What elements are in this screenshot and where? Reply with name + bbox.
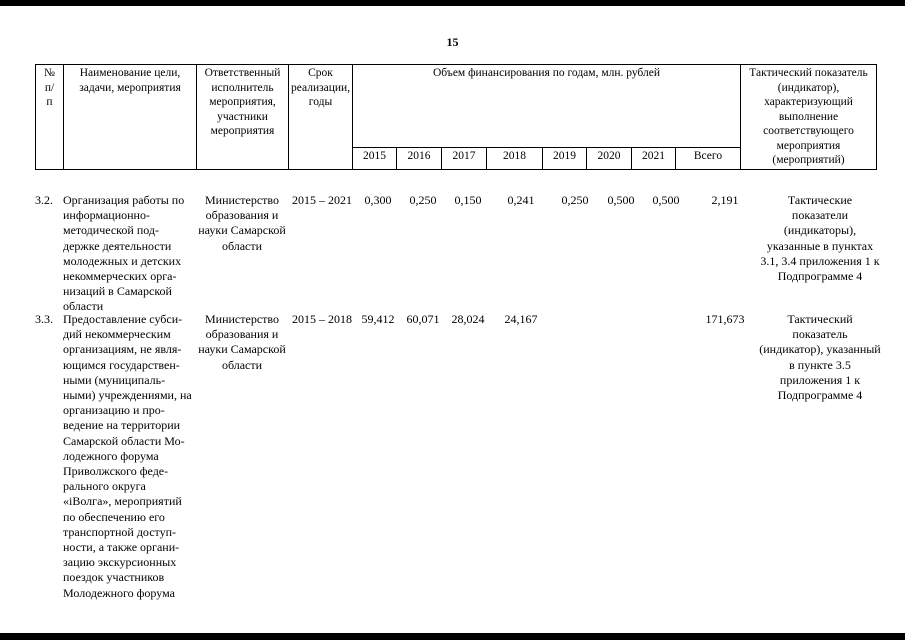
header-total: Всего [676, 148, 741, 169]
page-top-border [0, 0, 905, 6]
table-header [35, 64, 877, 170]
header-year: 2017 [442, 148, 487, 169]
row-term: 2015 – 2021 [292, 193, 352, 207]
row-responsible: Министерство образования и науки Самарской области [198, 193, 286, 253]
row-term: 2015 – 2018 [292, 312, 352, 326]
row-number: 3.3. [35, 312, 53, 326]
row-value-2021: 0,500 [652, 193, 680, 207]
row-value-2020: 0,500 [607, 193, 635, 207]
row-value-2017: 28,024 [451, 312, 485, 326]
row-value-2018: 0,241 [507, 193, 535, 207]
header-year: 2021 [632, 148, 676, 169]
row-value-2015: 59,412 [361, 312, 395, 326]
header-year: 2020 [587, 148, 632, 169]
row-value-2015: 0,300 [364, 193, 392, 207]
header-year: 2015 [353, 148, 397, 169]
row-name: Организация работы по информационно-методической под-держке деятельности молодежных и детских некоммерческих орга-низаций в Самарской области [63, 193, 185, 314]
header-num: № п/п [36, 65, 64, 170]
row-number: 3.2. [35, 193, 53, 207]
header-year: 2018 [487, 148, 543, 169]
row-value-2019: 0,250 [561, 193, 589, 207]
row-value-2016: 0,250 [409, 193, 437, 207]
header-responsible: Ответственный исполнитель мероприятия, участники мероприятия [197, 65, 289, 170]
page-number: 15 [446, 35, 459, 49]
row-indicator: Тактические показатели (индикаторы), указанные в пунктах 3.1, 3.4 приложения 1 к Подпрограмме 4 [760, 193, 880, 284]
row-name: Предоставление субси-дий некоммерческим организациям, не явля-ющимся государствен-ными (муниципаль-ными) учреждениями, на организацию и про-ведение на территории Самарской области Мо-лодежного форума Приволжского феде-рального округа «iВолга», мероприятий по обеспечению его транспортной доступ-ности, а также органи-зацию экскурсионных поездок участников Молодежного форума [63, 312, 192, 600]
row-value-2016: 60,071 [406, 312, 440, 326]
row-value-total: 171,673 [705, 312, 745, 326]
row-value-2017: 0,150 [454, 193, 482, 207]
header-term: Срок реализации, годы [289, 65, 353, 170]
row-value-2018: 24,167 [504, 312, 538, 326]
header-funding: Объем финансирования по годам, млн. рублей [353, 65, 741, 148]
header-year: 2019 [543, 148, 587, 169]
header-year: 2016 [397, 148, 442, 169]
row-responsible: Министерство образования и науки Самарской области [198, 312, 286, 372]
row-indicator: Тактический показатель (индикатор), указанный в пункте 3.5 приложения 1 к Подпрограмме 4 [759, 312, 881, 403]
row-value-total: 2,191 [711, 193, 739, 207]
header-indicator: Тактический показатель (индикатор), характеризующий выполнение соответствующего мероприятия (мероприятий) [741, 65, 877, 170]
page-bottom-border [0, 633, 905, 640]
header-name: Наименование цели, задачи, мероприятия [64, 65, 197, 170]
